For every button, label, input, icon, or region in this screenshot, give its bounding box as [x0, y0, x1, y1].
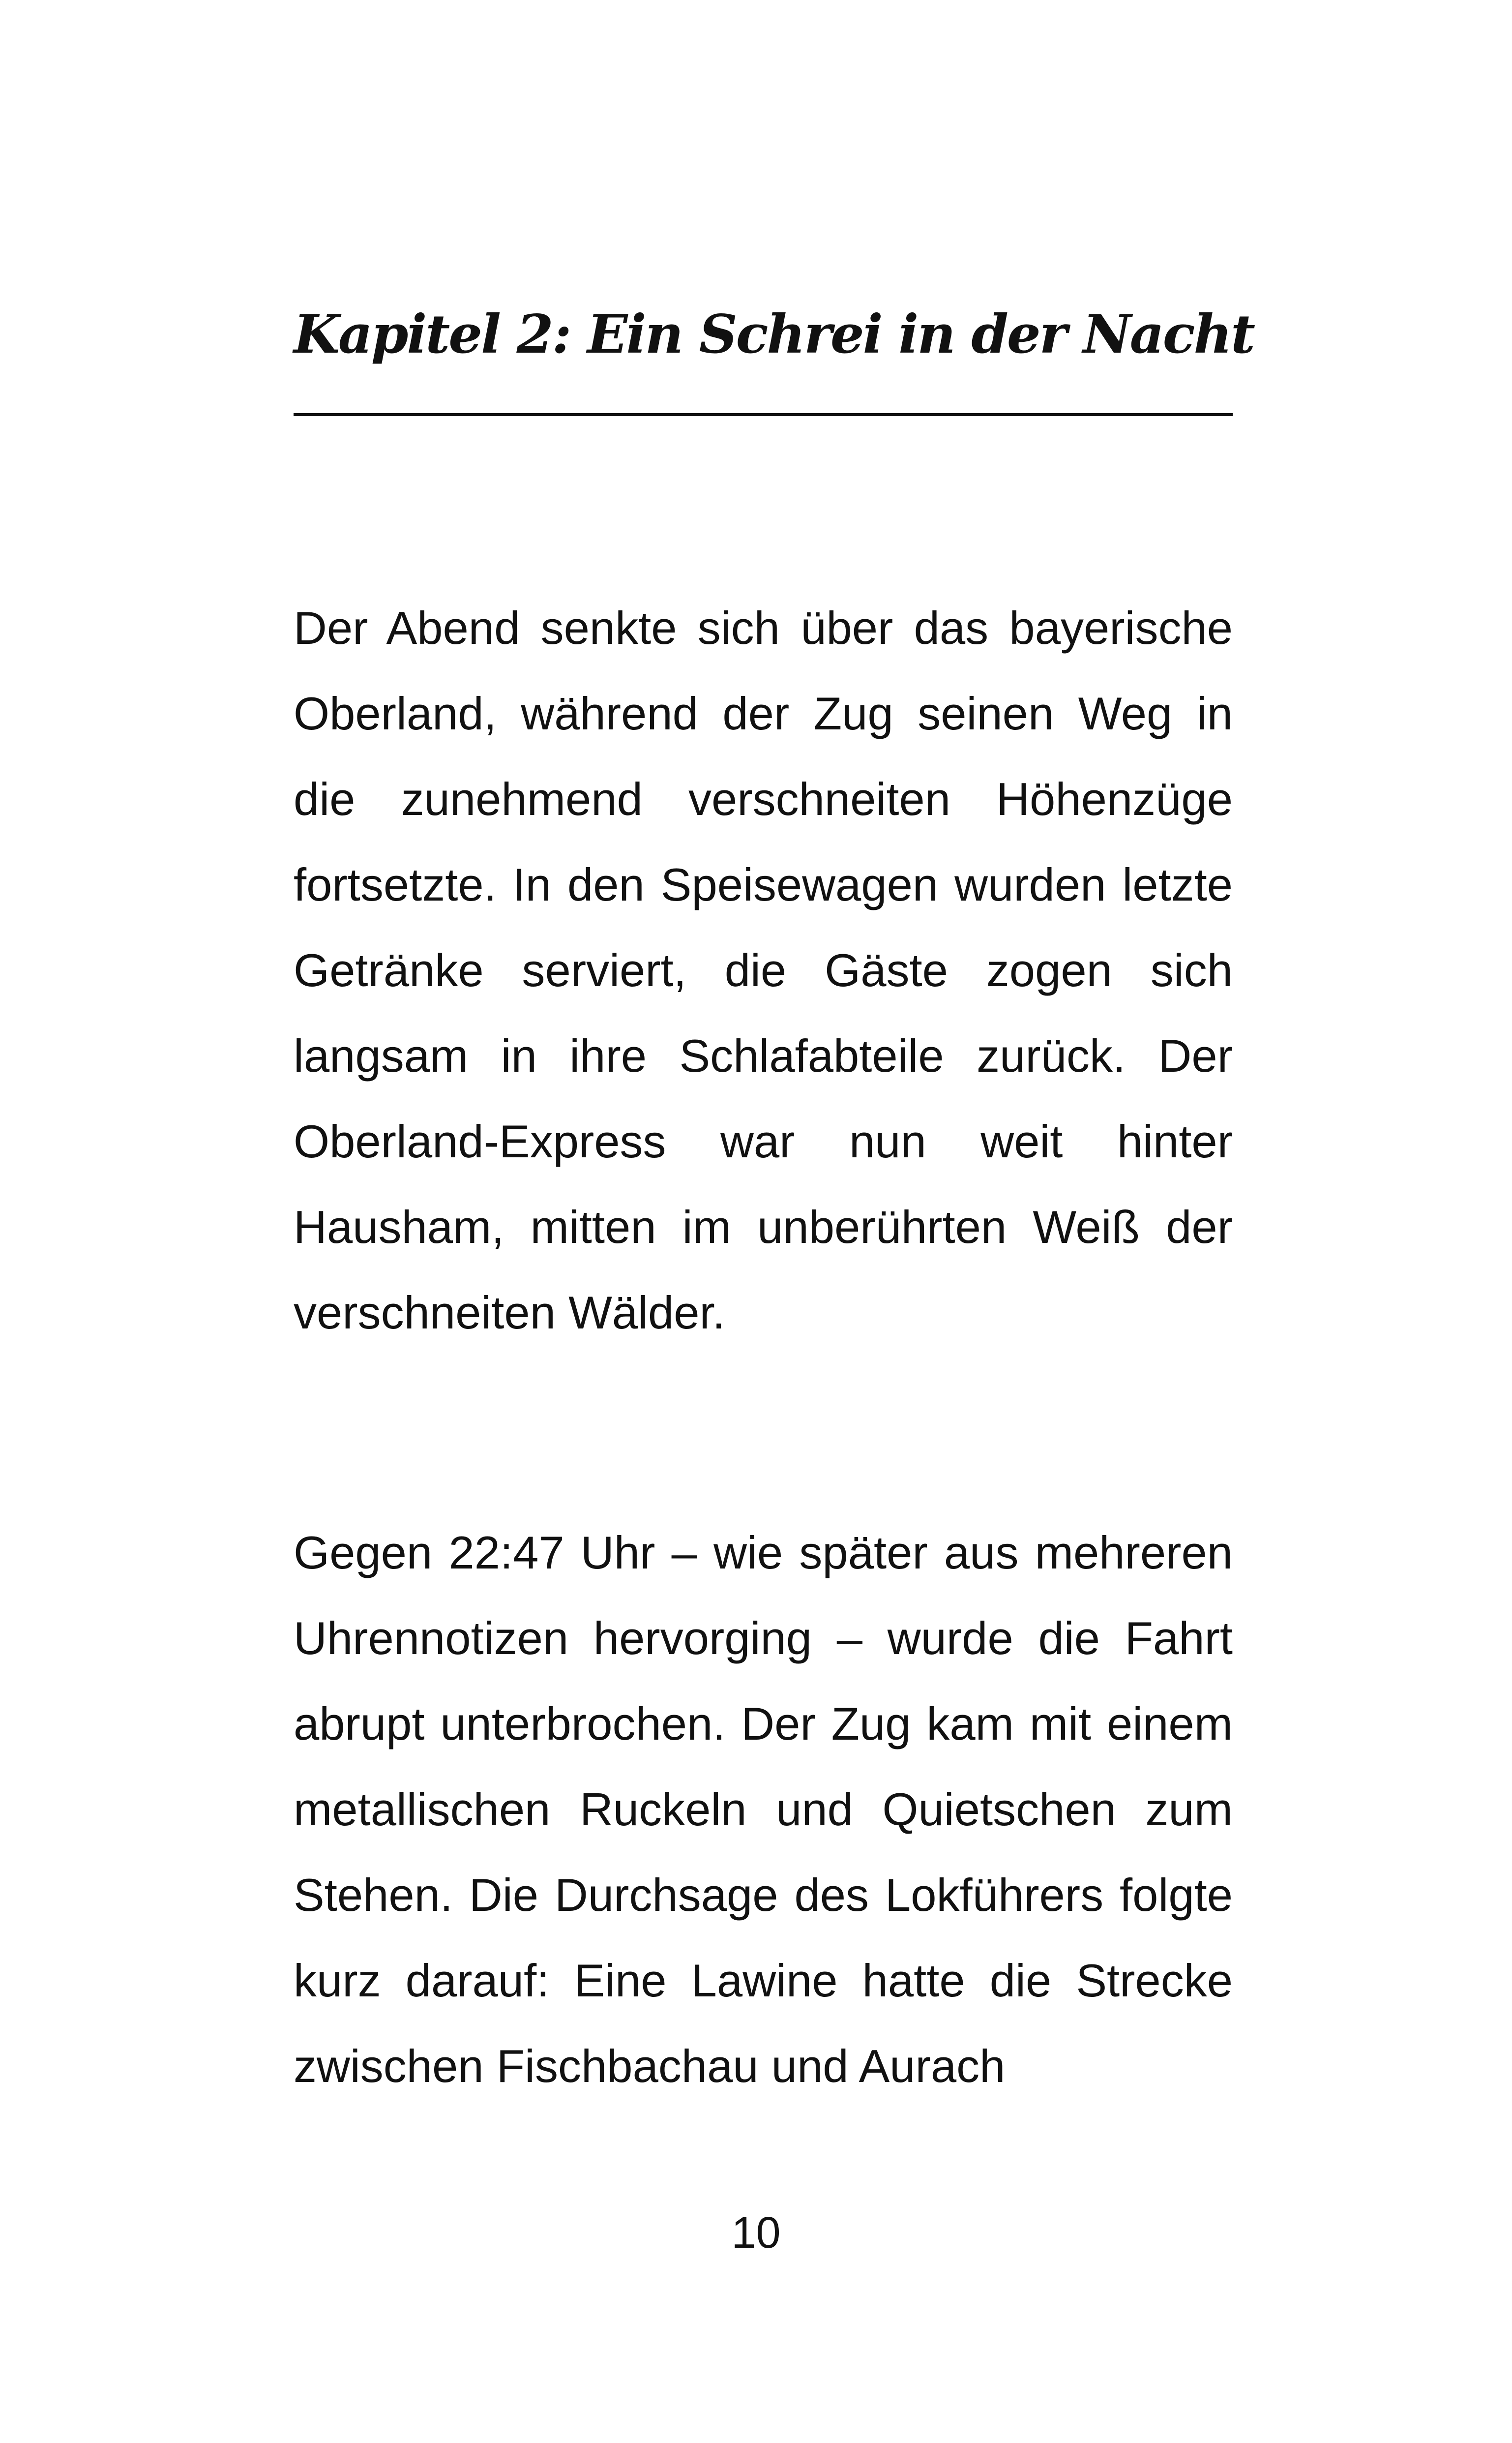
body-paragraph-2: Gegen 22:47 Uhr – wie später aus mehreren Uhrennotizen hervorging – wurde die Fahrt abrupt unterbrochen. Der Zug kam mit einem metallischen Ruckeln und Quietschen zum Stehen. Die Durchsage des Lokführers folgte kurz darauf: Eine Lawine hatte die Strecke zwischen Fischbachau und Aurach: [294, 1527, 1233, 2092]
title-underline-divider: [294, 413, 1233, 416]
chapter-title: Kapitel 2: Ein Schrei in der Nacht: [294, 303, 1254, 365]
body-paragraph-1: Der Abend senkte sich über das bayerische Oberland, während der Zug seinen Weg in die zunehmend verschneiten Höhenzüge fortsetzte. In den Speisewagen wurden letzte Getränke serviert, die Gäste zogen sich langsam in ihre Schlafabteile zurück. Der Oberland-Express war nun weit hinter Hausham, mitten im unberührten Weiß der verschneiten Wälder.: [294, 602, 1233, 1338]
page-number: 10: [731, 2208, 781, 2258]
